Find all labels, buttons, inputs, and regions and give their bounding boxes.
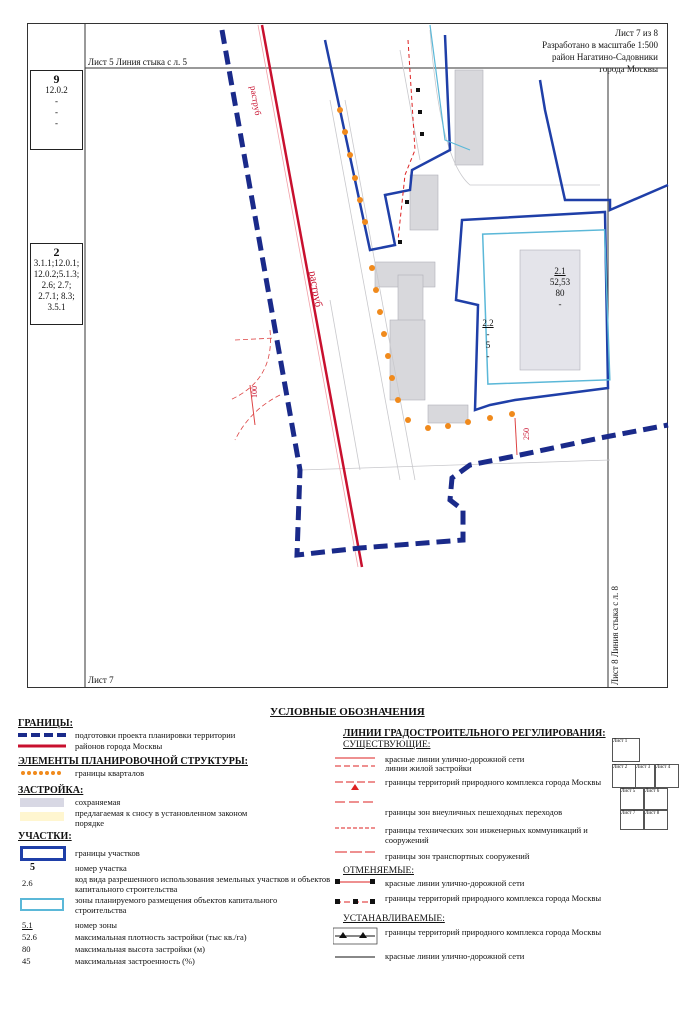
sheet-index-cell: Лист 5	[620, 788, 644, 810]
legend-demolish-text: предлагаемая к сносу в установленном законом порядке	[75, 808, 248, 828]
legend-planning-heading: ЭЛЕМЕНТЫ ПЛАНИРОВОЧНОЙ СТРУКТУРЫ:	[18, 756, 248, 767]
legend-coverage-sym: 45	[22, 956, 31, 966]
zone-box-9	[30, 70, 83, 150]
legend-regulation-heading: ЛИНИИ ГРАДОСТРОИТЕЛЬНОГО РЕГУЛИРОВАНИЯ:	[343, 728, 606, 739]
legend-existing-red-lines: красные линии улично-дорожной сети	[385, 754, 525, 764]
legend-coverage-text: максимальная застроенность (%)	[75, 956, 195, 966]
legend-zone-number-sym: 5.1	[22, 920, 33, 930]
join-line-top-label: Лист 5 Линия стыка с л. 5	[88, 57, 187, 67]
sheet-index-cell: Лист 7	[620, 810, 644, 830]
plot-density: -	[486, 329, 490, 339]
dimension-line	[250, 385, 517, 455]
plot-coverage: -	[486, 351, 490, 361]
legend-density-text: максимальная плотность застройки (тыс кв./га)	[75, 932, 247, 942]
legend-borders-heading: ГРАНИЦЫ:	[18, 718, 73, 729]
legend-existing-heading: СУЩЕСТВУЮЩИЕ:	[343, 740, 431, 750]
dim-label-2: 250	[522, 428, 531, 440]
legend-zone-number-text: номер зоны	[75, 920, 117, 930]
legend-existing-transport: границы зон транспортных сооружений	[385, 851, 530, 861]
project-border	[222, 30, 668, 555]
legend-cancelled-heading: ОТМЕНЯЕМЫЕ:	[343, 866, 414, 876]
legend-height-sym: 80	[22, 944, 31, 954]
plot-label-2-2	[476, 318, 500, 362]
zone-box-line: 12.0.2	[45, 85, 68, 95]
sheet-index-cell: Лист 8	[644, 810, 668, 830]
legend-plot-number-sym: 5	[30, 862, 35, 873]
sheet-index	[600, 738, 690, 830]
legend-border-district: районов города Москвы	[75, 741, 163, 751]
sheet-label: Лист 7	[88, 675, 114, 685]
legend-height-text: максимальная высота застройки (м)	[75, 944, 205, 954]
zone-box-line: 12.0.2;5.1.3;	[33, 269, 80, 279]
zone-box-line: 3.1.1;12.0.1;	[33, 258, 80, 268]
legend-new-red-lines: красные линии улично-дорожной сети	[385, 951, 525, 961]
legend-kept-swatch	[20, 798, 64, 807]
legend-existing-pedestrian: границы зон внеуличных пешеходных переходов	[385, 807, 563, 817]
sheet-index-cell: Лист 1	[612, 738, 640, 762]
zone-box-2	[30, 243, 83, 325]
plot-number: 2.1	[554, 266, 566, 276]
sheet-index-cell: Лист 6	[644, 788, 668, 810]
legend-plots-heading: УЧАСТКИ:	[18, 831, 72, 842]
zone-box-line: -	[55, 107, 58, 117]
legend-plot-border-text: границы участков	[75, 848, 140, 858]
sheet-index-cell: Лист 4	[655, 764, 679, 788]
district-text: район Нагатино-Садовники	[551, 52, 658, 62]
plot-label-2-1	[540, 266, 580, 310]
legend-line-swatches	[333, 752, 378, 967]
legend-kept-text: сохраняемая	[75, 797, 121, 807]
existing-buildings	[375, 70, 580, 423]
legend-plot-number-text: номер участка	[75, 863, 127, 873]
road-label-mid: раструб	[306, 270, 325, 309]
legend-plot-border-swatch	[20, 846, 66, 861]
legend-cancelled-natural: границы территорий природного комплекса города Москвы	[385, 893, 602, 903]
sheet-number: Лист 7 из 8	[615, 28, 658, 38]
legend-existing-natural: границы территорий природного комплекса города Москвы	[385, 777, 602, 787]
zone-box-line: -	[55, 118, 58, 128]
road-label-top: раструб	[248, 85, 264, 117]
legend-cancelled-red-lines: красные линии улично-дорожной сети	[385, 878, 525, 888]
legend-block-swatch	[20, 769, 65, 777]
legend-title: УСЛОВНЫЕ ОБОЗНАЧЕНИЯ	[270, 706, 425, 718]
plot-number: 2.2	[482, 318, 494, 328]
plot-density: 52,53	[549, 277, 571, 287]
legend-building-heading: ЗАСТРОЙКА:	[18, 785, 84, 796]
zone-box-number: 2	[53, 245, 60, 259]
join-line-right-label: Лист 8 Линия стыка с л. 8	[610, 586, 620, 685]
legend-existing-residential: линии жилой застройки	[385, 763, 472, 773]
zone-box-line: 2.6; 2.7;	[41, 280, 72, 290]
legend-new-heading: УСТАНАВЛИВАЕМЫЕ:	[343, 914, 445, 924]
legend-border-project: подготовки проекта планировки территории	[75, 730, 236, 740]
plot-height: 5	[485, 340, 491, 350]
zone-box-line: 2.7.1; 8.3;	[38, 291, 75, 301]
legend-border-swatches	[18, 730, 68, 752]
sheet-index-cell: Лист 3	[635, 764, 655, 788]
zone-box-line: -	[55, 96, 58, 106]
legend-new-natural: границы территорий природного комплекса города Москвы	[385, 927, 602, 937]
scale-text: Разработано в масштабе 1:500	[542, 40, 658, 50]
city-text: города Москвы	[599, 64, 658, 74]
dim-label-1: 100	[250, 386, 259, 398]
plot-coverage: -	[558, 299, 562, 309]
legend-demolish-swatch	[20, 812, 64, 821]
legend-code-text: код вида разрешенного использования земельных участков и объектов капитального строительства	[75, 874, 331, 894]
legend-existing-technical: границы технических зон инженерных коммуникаций и сооружений	[385, 825, 588, 845]
legend-block-text: границы кварталов	[75, 768, 145, 778]
legend-code-sym: 2.6	[22, 878, 33, 888]
legend-density-sym: 52.6	[22, 932, 37, 942]
legend-zone-swatch	[20, 898, 64, 911]
legend-zone-text: зоны планируемого размещения объектов капитального строительства	[75, 895, 278, 915]
zone-box-line: 3.5.1	[47, 302, 66, 312]
plot-height: 80	[555, 288, 565, 298]
district-border-shadow	[258, 25, 358, 567]
zone-box-number: 9	[53, 72, 60, 86]
sheet-index-cell: Лист 2	[612, 764, 636, 788]
